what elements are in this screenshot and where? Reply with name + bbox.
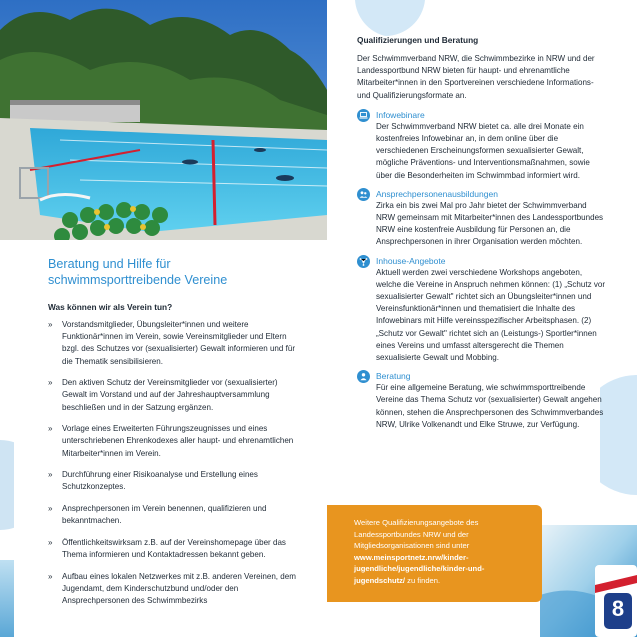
main-heading: Beratung und Hilfe für schwimmsporttreibende Vereine <box>48 257 228 287</box>
section-title: Inhouse-Angebote <box>376 255 446 266</box>
intro-text: Der Schwimmverband NRW, die Schwimmbezirke in NRW und der Landessportbund NRW bieten für haupt- und ehrenamtliche Mitarbeiter*innen in den Sportvereinen verschiedene Informations- und Qualifizierungsformate an. <box>357 54 595 100</box>
decorative-circle-top-right <box>355 0 425 36</box>
list-item <box>48 537 303 561</box>
list-item <box>48 469 303 493</box>
list-item-text: Öffentlichkeitswirksam z.B. auf der Vereinshomepage über das Thema informieren und Kontaktadressen bekannt geben. <box>62 537 286 559</box>
laptop-icon <box>357 109 370 122</box>
section-title: Infowebinare <box>376 109 425 120</box>
list-item-text: Vorlage eines Erweiterten Führungszeugnisses und eines unterschriebenen Ehrenkodexes aller haupt- und ehrenamtlichen Mitarbeiter*innen im Verein. <box>62 424 294 458</box>
decorative-circle-left <box>0 440 14 530</box>
list-item-text: Ansprechpersonen im Verein benennen, qualifizieren und bekanntmachen. <box>62 504 267 526</box>
section-title: Beratung <box>376 371 411 382</box>
list-item-text: Vorstandsmitglieder, Übungsleiter*innen und weitere Funktionär*innen im Verein, sowie Vereinsmitglieder und Eltern bzgl. des Schutzes vor (sexualisierter) Gewalt informieren und für die Thematik sensibilisieren. <box>62 320 296 366</box>
further-offers-link[interactable]: www.meinsportnetz.nrw/kinder-jugendliche/jugendliche/kinder-und-jugendschutz/ <box>354 552 485 585</box>
bullet-mark: » <box>48 537 53 547</box>
list-item-text: Den aktiven Schutz der Vereinsmitglieder vor (sexualisierter) Gewalt im Vorstand und auf der Jahreshauptversammlung beschließen und in der Satzung ergänzen. <box>62 378 278 412</box>
list-item <box>48 503 303 527</box>
list-item <box>48 423 303 460</box>
section-ansprechpersonen <box>357 188 607 249</box>
swim-photo-bottom-right <box>540 525 637 637</box>
pool-photo <box>0 0 327 240</box>
bullet-mark: » <box>48 470 53 480</box>
bullet-mark: » <box>48 320 53 329</box>
qualification-heading: Qualifizierungen und Beratung <box>357 35 479 45</box>
list-item <box>48 319 303 368</box>
person-icon <box>357 370 370 383</box>
list-item <box>48 377 303 414</box>
bullet-mark: » <box>48 424 53 434</box>
network-icon <box>357 255 370 268</box>
right-column <box>357 35 607 437</box>
question-heading: Was können wir als Verein tun? <box>48 302 173 312</box>
section-beratung <box>357 370 607 431</box>
measures-list <box>48 319 303 607</box>
list-item-text: Aufbau eines lokalen Netzwerkes mit z.B. anderen Vereinen, dem Jugendamt, dem Kinderschutzbund und/oder den Ansprechpersonen des Schwimmbezirks <box>62 571 296 605</box>
list-item <box>48 571 303 608</box>
left-column <box>48 256 303 617</box>
bullet-mark: » <box>48 378 53 388</box>
section-inhouse <box>357 255 607 365</box>
section-infowebinare <box>357 109 607 182</box>
section-text: Aktuell werden zwei verschiedene Workshops angeboten, welche die Vereine in Anspruch nehmen können: (1) „Schutz vor sexualisierter Gewalt" richtet sich an Übungsleiter*innen und Vereinsfunktionär*innen und thematisiert die Inhalte des Infowebinars mit Hilfe vereinsspezifischer Arbeitsphasen. (2) „Schutz vor Gewalt" richtet sich an (Leistungs-) Sportler*innen eines Vereins und umfasst altersgerecht die Themen sexualisierte Gewalt und Mobbing. <box>376 267 606 363</box>
further-offers-text: Weitere Qualifizierungsangebote des Landessportbundes NRW und der Mitgliedsorganisationen sind unter <box>354 518 479 551</box>
further-offers-box <box>327 505 542 602</box>
people-icon <box>357 188 370 201</box>
list-item-text: Durchführung einer Risikoanalyse und Erstellung eines Schutzkonzeptes. <box>62 470 258 492</box>
water-photo-left-edge <box>0 560 14 637</box>
section-text: Der Schwimmverband NRW bietet ca. alle drei Monate ein kostenfreies Infowebinar an, in dem online über die verschiedenen Erscheinungsformen sexualisierter Gewalt, mögliche Präventions- und Interventionsmaßnahmen, sowie über die Besonderheiten im Schwimmbad informiert wird. <box>376 121 590 180</box>
lane-number: 8 <box>611 596 625 621</box>
bullet-mark: » <box>48 571 53 581</box>
bullet-mark: » <box>48 504 53 513</box>
section-text: Für eine allgemeine Beratung, wie schwimmsporttreibende Vereine das Thema Schutz vor (sexualisierter) Gewalt angehen können, stehen die Ansprechpersonen des Schwimmverbandes NRW, Ulrike Volkenandt und Elke Struwe, zur Verfügung. <box>376 383 604 429</box>
further-offers-text-end: zu finden. <box>407 575 441 585</box>
section-text: Zirka ein bis zwei Mal pro Jahr bietet der Schwimmverband NRW gemeinsam mit Mitarbeiter*innen des Landessportbundes NRW eine kostenfreie Ausbildung für Personen an, die Ansprechpersonen in ihrer Organisation werden möchten. <box>376 200 604 247</box>
section-title: Ansprechpersonenausbildungen <box>376 188 498 199</box>
